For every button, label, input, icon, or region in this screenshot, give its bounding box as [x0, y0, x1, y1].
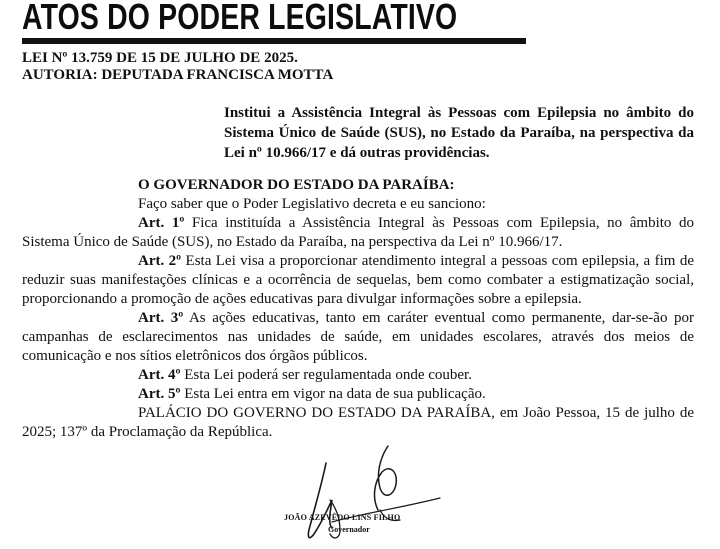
- article-text: As ações educativas, tanto em caráter eventual como permanente, dar-se-ão por campanhas de esclarecimentos nas unidades de saúde, em unidades escolares, através dos meios de comunicação e nos sítios eletrônicos dos órgãos públicos.: [22, 310, 694, 364]
- article-1: [22, 214, 694, 252]
- article-label: Art. 1º: [138, 215, 185, 231]
- enactment-clause: Faço saber que o Poder Legislativo decreta e eu sanciono:: [138, 196, 486, 212]
- signatory-name: JOÃO AZEVÊDO LINS FILHO: [284, 513, 401, 522]
- section-banner: [22, 0, 526, 40]
- article-label: Art. 4º: [138, 367, 181, 383]
- article-label: Art. 3º: [138, 310, 184, 326]
- article-label: Art. 2º: [138, 253, 182, 269]
- signatory-role: Governador: [328, 525, 370, 534]
- law-body: [22, 176, 694, 442]
- signature-block: [270, 438, 470, 549]
- article-text: Esta Lei poderá ser regulamentada onde couber.: [180, 367, 472, 383]
- article-label: Art. 5º: [138, 386, 181, 402]
- governor-heading: O GOVERNADOR DO ESTADO DA PARAÍBA:: [138, 177, 455, 193]
- closing-clause: PALÁCIO DO GOVERNO DO ESTADO DA PARAÍBA, em João Pessoa, 15 de julho de 2025; 137º da Proclamação da República.: [22, 405, 694, 440]
- banner-rule: [22, 38, 526, 44]
- law-number: LEI Nº 13.759 DE 15 DE JULHO DE 2025.: [22, 50, 298, 66]
- article-2: [22, 252, 694, 309]
- law-author: AUTORIA: DEPUTADA FRANCISCA MOTTA: [22, 67, 334, 83]
- article-5: [22, 385, 694, 404]
- article-3: [22, 309, 694, 366]
- handwritten-signature: [270, 438, 470, 549]
- article-text: Esta Lei visa a proporcionar atendimento integral a pessoas com epilepsia, a fim de reduzir suas manifestações clínicas e a ocorrência de sequelas, bem como combater a estigmatização social, proporcionando a promoção de ações educativas para divulgar informações sobre a epilepsia.: [22, 253, 695, 307]
- article-text: Esta Lei entra em vigor na data de sua publicação.: [180, 386, 486, 402]
- article-text: Fica instituída a Assistência Integral às Pessoas com Epilepsia, no âmbito do Sistema Único de Saúde (SUS), no Estado da Paraíba, na perspectiva da Lei nº 10.966/17.: [22, 215, 695, 250]
- section-title: ATOS DO PODER LEGISLATIVO: [22, 0, 458, 37]
- article-4: [22, 366, 694, 385]
- law-ementa: Institui a Assistência Integral às Pessoas com Epilepsia no âmbito do Sistema Único de Saúde (SUS), no Estado da Paraíba, na perspectiva da Lei nº 10.966/17 e dá outras providências.: [224, 105, 694, 161]
